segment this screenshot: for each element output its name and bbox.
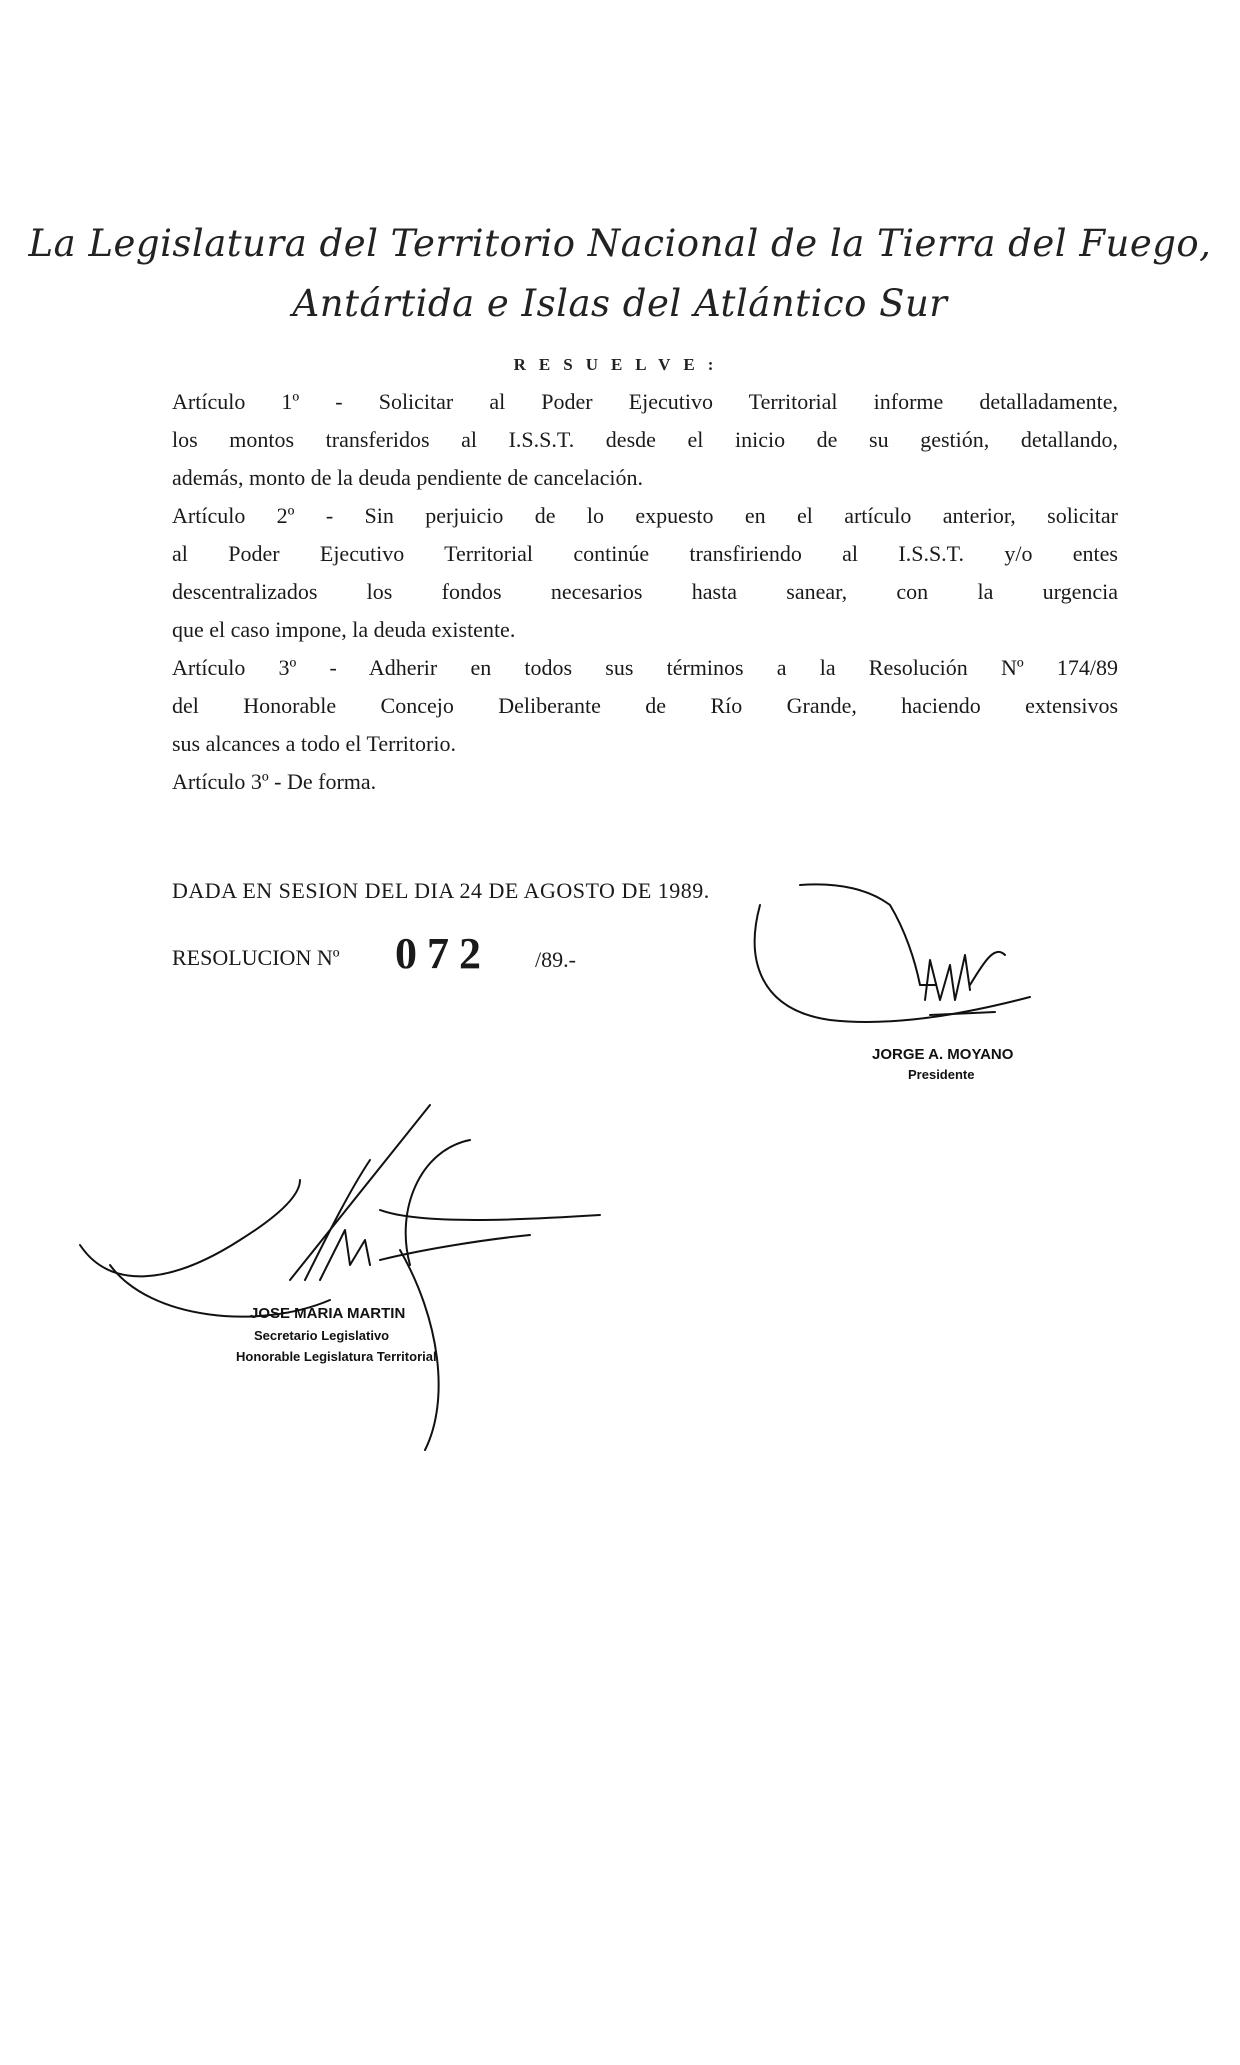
article-line: que el caso impone, la deuda existente. xyxy=(172,617,516,642)
resolution-label: RESOLUCION Nº xyxy=(172,945,340,970)
article-line: descentralizados los fondos necesarios hasta sanear, con la urgencia xyxy=(172,579,1118,604)
article-line: Artículo 3º - De forma. xyxy=(172,769,377,794)
article-line: Artículo 1º - Solicitar al Poder Ejecutivo Territorial informe detalladamente, xyxy=(172,389,1118,414)
resolution-year: /89.- xyxy=(535,947,576,972)
president-name: JORGE A. MOYANO xyxy=(872,1046,1014,1063)
secretary-title-2: Honorable Legislatura Territorial xyxy=(236,1349,437,1364)
article-line: Artículo 3º - Adherir en todos sus términos a la Resolución Nº 174/89 xyxy=(172,655,1118,680)
secretary-signature xyxy=(80,1180,300,1276)
article-line: del Honorable Concejo Deliberante de Río Grande, haciendo extensivos xyxy=(172,693,1118,718)
secretary-title-1: Secretario Legislativo xyxy=(254,1328,390,1343)
article-line: Artículo 2º - Sin perjuicio de lo expuesto en el artículo anterior, solicitar xyxy=(172,503,1118,528)
president-title: Presidente xyxy=(908,1067,975,1082)
heading-line-1: La Legislatura del Territorio Nacional de la Tierra del Fuego, xyxy=(28,222,1212,265)
resolution-number: 072 xyxy=(395,929,491,978)
president-signature xyxy=(755,905,1030,1022)
heading-line-2: Antártida e Islas del Atlántico Sur xyxy=(292,282,948,325)
article-line: sus alcances a todo el Territorio. xyxy=(172,731,456,756)
article-line: los montos transferidos al I.S.S.T. desde el inicio de su gestión, detallando, xyxy=(172,427,1118,452)
article-line: al Poder Ejecutivo Territorial continúe transfiriendo al I.S.S.T. y/o entes xyxy=(172,541,1118,566)
article-line: además, monto de la deuda pendiente de cancelación. xyxy=(172,465,643,490)
session-date: DADA EN SESION DEL DIA 24 DE AGOSTO DE 1989. xyxy=(172,878,710,903)
secretary-name: JOSE MARIA MARTIN xyxy=(250,1305,406,1322)
resuelve-title: RESUELVE: xyxy=(513,355,727,374)
